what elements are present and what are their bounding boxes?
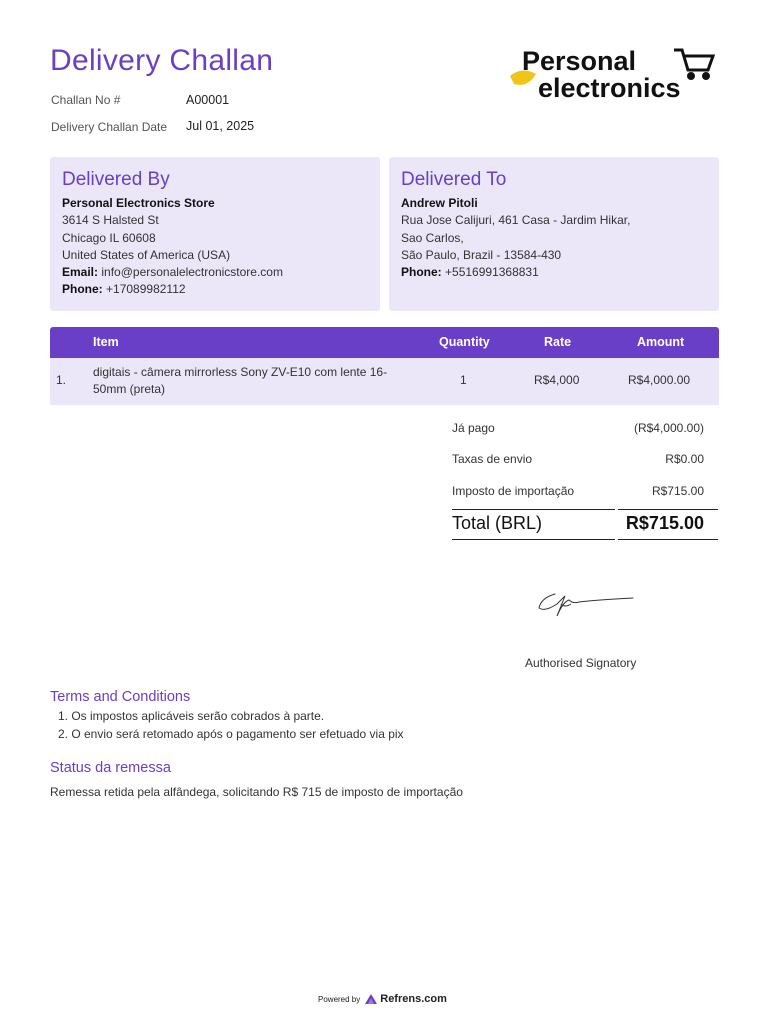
powered-by-label: Powered by: [318, 994, 361, 1004]
logo-text-line1: Personal: [522, 46, 637, 76]
sender-phone-label: Phone:: [62, 282, 103, 297]
column-header-amount: Amount: [637, 335, 685, 349]
recipient-phone[interactable]: +5516991368831: [445, 265, 539, 280]
sender-address-line1: 3614 S Halsted St: [62, 213, 159, 228]
sender-address-line3: United States of America (USA): [62, 247, 231, 262]
column-header-quantity: Quantity: [439, 335, 490, 349]
status-text: Remessa retida pela alfândega, solicitando R$ 715 de imposto de importação: [50, 785, 463, 799]
items-table-header: [50, 327, 719, 358]
refrens-logo-icon: [364, 993, 378, 1005]
recipient-phone-label: Phone:: [401, 265, 442, 280]
total-bottom-rule-left: [452, 539, 615, 540]
table-row: [50, 358, 719, 405]
terms-heading: Terms and Conditions: [50, 689, 191, 705]
terms-item-2: 2. O envio será retomado após o pagamento ser efetuado via pix: [58, 727, 404, 741]
recipient-address-line1: Rua Jose Calijuri, 461 Casa - Jardim Hikar,: [401, 213, 631, 228]
sender-address-line2: Chicago IL 60608: [62, 230, 156, 245]
row-amount: R$4,000.00: [628, 373, 691, 387]
challan-date-value: Jul 01, 2025: [186, 119, 255, 133]
column-header-rate: Rate: [544, 335, 572, 349]
import-tax-value: R$715.00: [651, 484, 704, 498]
company-logo-graphic: [508, 44, 722, 104]
signature-label: Authorised Signatory: [525, 656, 637, 670]
total-label: Total (BRL): [452, 513, 543, 533]
total-value: R$715.00: [625, 513, 704, 533]
recipient-name: Andrew Pitoli: [401, 196, 478, 210]
paid-label: Já pago: [452, 421, 495, 435]
delivered-to-heading: Delivered To: [401, 169, 507, 190]
status-heading: Status da remessa: [50, 760, 171, 776]
sender-email[interactable]: info@personalelectronicstore.com: [101, 265, 283, 280]
row-quantity: 1: [460, 373, 467, 387]
column-header-item: Item: [93, 335, 119, 349]
paid-value: (R$4,000.00): [633, 421, 704, 435]
delivered-by-card: [50, 157, 380, 311]
import-tax-label: Imposto de importação: [452, 484, 575, 498]
total-top-rule-left: [452, 509, 615, 510]
terms-item-1-text: Os impostos aplicáveis serão cobrados à parte.: [71, 709, 325, 723]
delivered-to-card: [389, 157, 719, 311]
row-item-line1: digitais - câmera mirrorless Sony ZV-E10 com lente 16-: [93, 365, 388, 379]
challan-no-label: Challan No #: [51, 93, 121, 107]
row-rate: R$4,000: [534, 373, 580, 387]
total-top-rule-right: [618, 509, 718, 510]
row-item-line2: 50mm (preta): [93, 382, 166, 396]
company-logo: [508, 44, 722, 104]
sender-email-label: Email:: [62, 265, 99, 280]
terms-item-1: 1. Os impostos aplicáveis serão cobrados à parte.: [58, 709, 325, 723]
terms-item-2-text: O envio será retomado após o pagamento ser efetuado via pix: [71, 727, 404, 741]
refrens-brand: Refrens.com: [380, 993, 447, 1005]
signature-image: [535, 588, 639, 620]
logo-text-line2: electronics: [538, 73, 681, 103]
delivered-by-heading: Delivered By: [62, 169, 170, 190]
row-index: 1.: [56, 373, 67, 387]
challan-date-label: Delivery Challan Date: [51, 120, 168, 134]
recipient-address-line3: São Paulo, Brazil - 13584-430: [401, 247, 562, 262]
sender-phone[interactable]: +17089982112: [106, 282, 186, 297]
shipping-value: R$0.00: [665, 452, 704, 466]
page-title: Delivery Challan: [50, 44, 274, 77]
row-item-description: [93, 364, 387, 398]
challan-no-value: A00001: [186, 93, 230, 107]
sender-name: Personal Electronics Store: [62, 196, 215, 210]
footer-powered-by[interactable]: [318, 993, 447, 1005]
recipient-address-line2: Sao Carlos,: [401, 230, 464, 245]
total-bottom-rule-right: [618, 539, 718, 540]
shipping-label: Taxas de envio: [452, 452, 533, 466]
